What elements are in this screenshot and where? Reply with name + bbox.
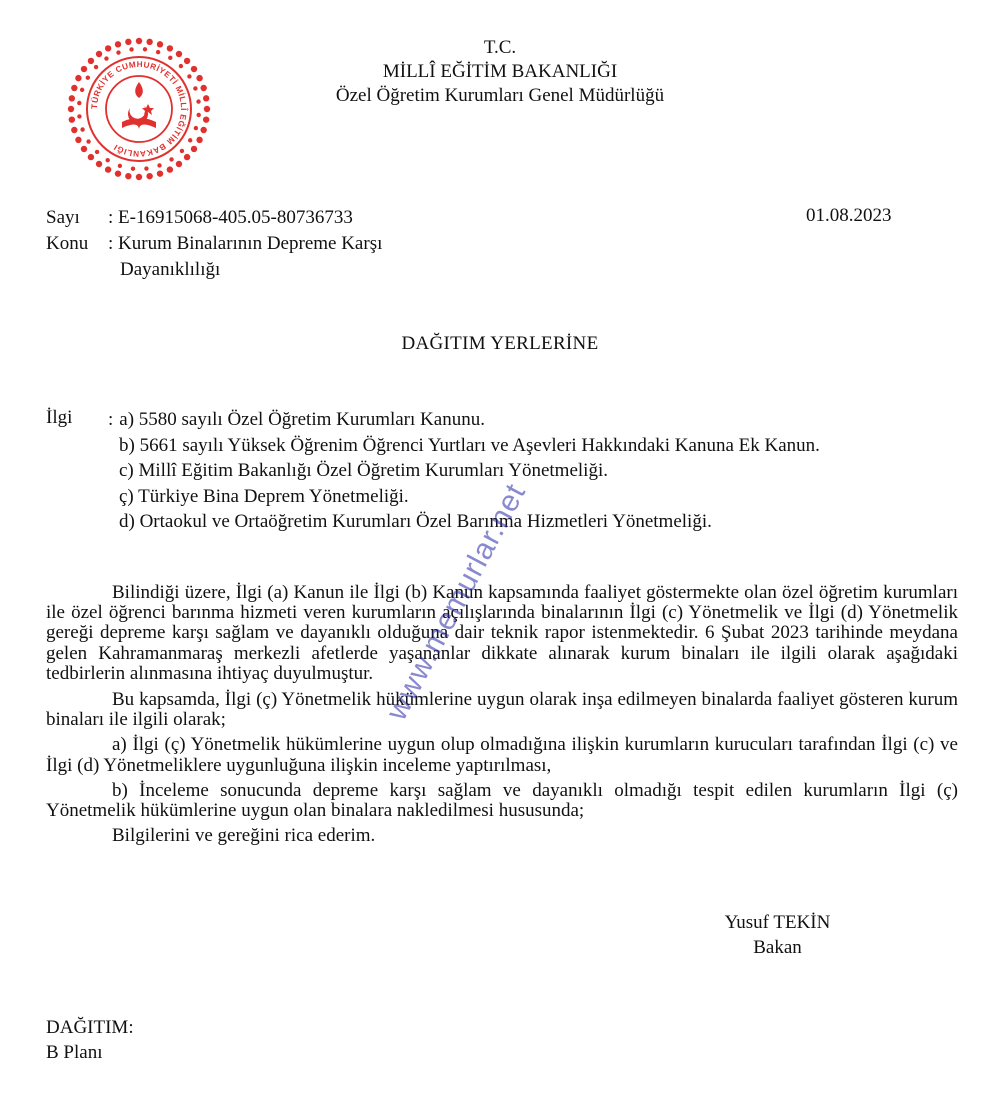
body-paragraph-1: Bilindiği üzere, İlgi (a) Kanun ile İlgi (b) Kanun kapsamında faaliyet göstermekte olan özel öğretim kurumları ile özel öğrenci barınma hizmeti veren kurumların açılışlarında binalarının İlgi (c) Yönetmelik ve İlgi (d) Yönetmelik gereği depreme karşı sağlam ve dayanıklı olduğuna dair teknik rapor istenmektedir. 6 Şubat 2023 tarihinde meydana gelen Kahramanmaraş merkezli afetlerde yaşananlar dikkate alınarak kurum binaları ile ilgili olarak aşağıdaki tedbirlerin alınmasına ihtiyaç duyulmuştur. (46, 582, 958, 684)
signatory-name: Yusuf TEKİN (724, 912, 831, 933)
ilgi-item-b: b) 5661 sayılı Yüksek Öğrenim Öğrenci Yurtları ve Aşevleri Hakkındaki Kanuna Ek Kanun. (119, 434, 820, 456)
signature-block (690, 910, 865, 960)
header-line-ministry: MİLLÎ EĞİTİM BAKANLIĞI (382, 61, 618, 82)
ilgi-item-d: d) Ortaokul ve Ortaöğretim Kurumları Özel Barınma Hizmetleri Yönetmeliği. (119, 511, 712, 532)
konu-label: Konu (46, 233, 89, 254)
footer-value: B Planı (46, 1042, 103, 1063)
body-paragraph-4: b) İnceleme sonucunda depreme karşı sağlam ve dayanıklı olmadığı tespit edilen kurumların İlgi (ç) Yönetmelik hükümlerine uygun olan binalara nakledilmesi hususunda; (46, 779, 958, 822)
letterhead (300, 36, 700, 108)
svg-text:TÜRKİYE CUMHURİYETİ MİLLÎ EĞİT (89, 60, 190, 158)
letter-body (46, 583, 958, 852)
seal-ring-text: TÜRKİYE CUMHURİYETİ MİLLÎ EĞİTİM BAKANLIĞI (89, 59, 189, 159)
konu-row (46, 231, 382, 257)
ministry-seal (64, 34, 214, 184)
signatory-title: Bakan (753, 937, 802, 958)
sayi-label: Sayı (46, 207, 80, 228)
konu-value-line1: : Kurum Binalarının Depreme Karşı (108, 233, 383, 254)
document-date: 01.08.2023 (806, 205, 892, 226)
ilgi-item-cc: ç) Türkiye Bina Deprem Yönetmeliği. (119, 485, 409, 507)
ilgi-item-c: c) Millî Eğitim Bakanlığı Özel Öğretim Kurumları Yönetmeliği. (119, 460, 608, 481)
footer-label: DAĞITIM: (46, 1017, 134, 1038)
header-line-directorate: Özel Öğretim Kurumları Genel Müdürlüğü (335, 85, 665, 106)
body-paragraph-5: Bilgilerini ve gereğini rica ederim. (112, 825, 376, 847)
konu-value-line2: Dayanıklılığı (120, 259, 221, 280)
distribution-footer (46, 1015, 134, 1065)
ilgi-list (108, 407, 820, 535)
ilgi-item-a: : a) 5580 sayılı Özel Öğretim Kurumları Kanunu. (108, 407, 820, 433)
seal-emblem-icon (64, 34, 214, 184)
watermark-text: www.memurlar.net (380, 478, 533, 726)
sayi-row (46, 205, 353, 231)
ilgi-label: İlgi (46, 407, 73, 428)
body-paragraph-2: Bu kapsamda, İlgi (ç) Yönetmelik hükümlerine uygun olarak inşa edilmeyen binalarda faaliyet gösteren kurum binaları ile ilgili olarak; (46, 689, 958, 731)
sayi-value: : E-16915068-405.05-80736733 (108, 207, 353, 228)
konu-row-2 (120, 257, 220, 283)
body-paragraph-3: a) İlgi (ç) Yönetmelik hükümlerine uygun olup olmadığına ilişkin kurumların kurucuları tarafından İlgi (c) ve İlgi (d) Yönetmeliklere uygunluğuna ilişkin inceleme yaptırılması, (46, 734, 958, 776)
header-line-tc: T.C. (483, 37, 517, 58)
distribution-title: DAĞITIM YERLERİNE (401, 333, 599, 354)
